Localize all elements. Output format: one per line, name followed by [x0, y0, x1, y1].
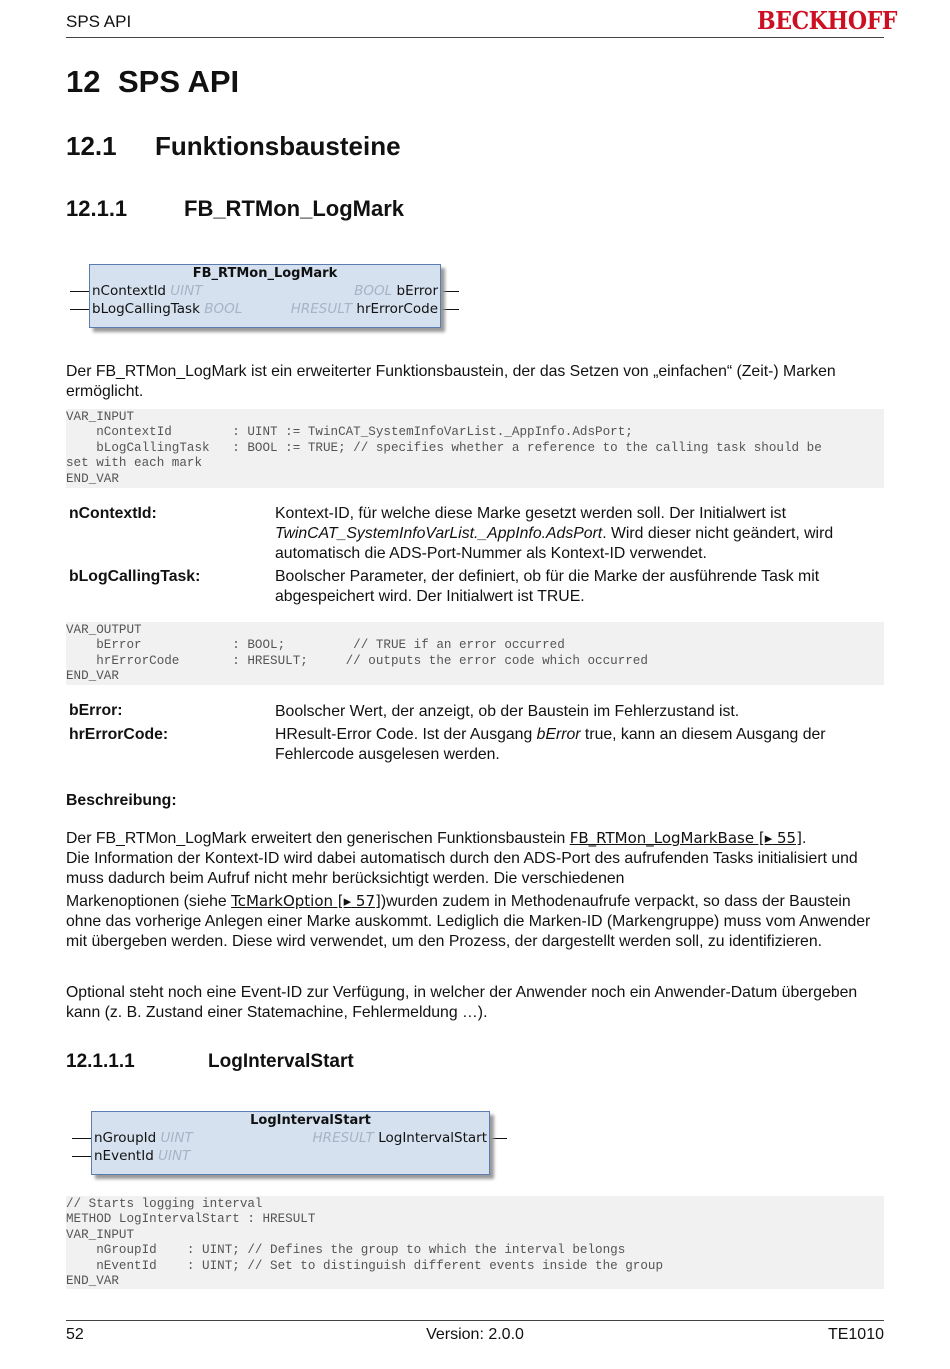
triangle-right-icon: ▸ — [343, 892, 352, 910]
fb-title: FB_RTMon_LogMark — [192, 266, 338, 281]
link-fb-rtmon-logmarkbase[interactable]: FB_RTMon_LogMarkBase [▸ 55] — [569, 829, 802, 847]
input-wire — [72, 1138, 92, 1139]
output-wire — [440, 309, 459, 310]
input-wire — [72, 1156, 92, 1157]
method-block-diagram — [91, 1111, 490, 1175]
description-paragraph: Der FB_RTMon_LogMark erweitert den generischen Funktionsbaustein FB_RTMon_LogMarkBase [▸ 55]. Die Information der Kontext-ID wird dabei automatisch durch den ADS-Port des aufrufenden Tasks initialisiert und muss dadurch beim Aufruf nicht mehr berücksichtigt werden. Die verschiedenen Markenoptionen (siehe TcMarkOption [▸ 57])wurden zudem in Methodenaufrufe verpackt, so dass der Baustein ohne das vorherige Anlegen einer Marke auskommt. Lediglich die Marken-ID (Markengruppe) muss vom Anwender mit übergeben werden. Diese wird verwendet, um den Prozess, der dargestellt werden soll, zu identifizieren. — [66, 829, 871, 950]
header-title: SPS API — [66, 12, 132, 31]
param-term: bError: — [69, 702, 123, 719]
param-term: bLogCallingTask: — [69, 568, 201, 585]
description-heading: Beschreibung: — [66, 792, 177, 809]
description-paragraph-2: Optional steht noch eine Event-ID zur Verfügung, in welcher der Anwender noch ein Anwender-Datum übergeben kann (z. B. Zustand einer Statemachine, Fehlermeldung …). — [66, 984, 858, 1021]
function-block-diagram — [89, 264, 441, 328]
version-label: Version: 2.0.0 — [426, 1326, 524, 1343]
fb-output-pin: HRESULT LogIntervalStart — [312, 1130, 487, 1146]
output-wire — [490, 1138, 507, 1139]
section-heading: 12.1 Funktionsbausteine — [66, 131, 401, 161]
footer-rule — [66, 1320, 884, 1321]
param-term: hrErrorCode: — [69, 726, 169, 743]
document-id: TE1010 — [827, 1326, 884, 1343]
code-var-output: VAR_OUTPUT bError : BOOL; // TRUE if an error occurred hrErrorCode : HRESULT; // outputs the error code which occurred END_VAR — [66, 622, 884, 685]
fb-input-pin: nEventId UINT — [94, 1148, 191, 1164]
code-var-input: VAR_INPUT nContextId : UINT := TwinCAT_SystemInfoVarList._AppInfo.AdsPort; bLogCallingTask : BOOL := TRUE; // specifies whether a reference to the calling task should be set with each mark END_VAR — [66, 409, 884, 488]
fb-output-pin: BOOL bError — [354, 283, 438, 299]
output-wire — [440, 291, 459, 292]
link-tcmarkoption[interactable]: TcMarkOption [▸ 57] — [231, 892, 381, 910]
input-wire — [70, 309, 90, 310]
triangle-right-icon: ▸ — [764, 829, 773, 847]
fb-input-pin: bLogCallingTask BOOL — [92, 301, 243, 317]
fb-title: LogIntervalStart — [250, 1113, 371, 1128]
beckhoff-logo: BECKHOFF — [757, 6, 898, 35]
intro-paragraph: Der FB_RTMon_LogMark ist ein erweiterter Funktionsbaustein, der das Setzen von „einfachen“ (Zeit-) Marken ermöglicht. — [66, 363, 836, 400]
param-definition: Kontext-ID, für welche diese Marke gesetzt werden soll. Der Initialwert ist TwinCAT_SystemInfoVarList._AppInfo.AdsPort. Wird dieser nicht geändert, wird automatisch die ADS-Port-Nummer als Kontext-ID verwendet. — [275, 505, 834, 562]
code-method: // Starts logging interval METHOD LogIntervalStart : HRESULT VAR_INPUT nGroupId : UINT; // Defines the group to which the interval belongs nEventId : UINT; // Set to distinguish different events inside the group END_VAR — [66, 1196, 884, 1289]
subsection-heading: 12.1.1 FB_RTMon_LogMark — [66, 196, 404, 221]
param-definition: Boolscher Wert, der anzeigt, ob der Baustein im Fehlerzustand ist. — [275, 703, 740, 720]
fb-input-pin: nContextId UINT — [92, 283, 203, 299]
input-wire — [70, 291, 90, 292]
chapter-heading: 12 SPS API — [66, 64, 240, 99]
param-definition: Boolscher Parameter, der definiert, ob für die Marke der ausführende Task mit abgespeichert wird. Der Initialwert ist TRUE. — [275, 568, 820, 605]
header-rule — [66, 37, 884, 38]
page-number: 52 — [66, 1326, 84, 1343]
subsubsection-heading: 12.1.1.1 LogIntervalStart — [66, 1051, 354, 1072]
fb-input-pin: nGroupId UINT — [94, 1130, 193, 1146]
fb-output-pin: HRESULT hrErrorCode — [290, 301, 438, 317]
param-term: nContextId: — [69, 505, 157, 522]
param-definition: HResult-Error Code. Ist der Ausgang bError true, kann an diesem Ausgang der Fehlercode ausgelesen werden. — [275, 726, 826, 763]
